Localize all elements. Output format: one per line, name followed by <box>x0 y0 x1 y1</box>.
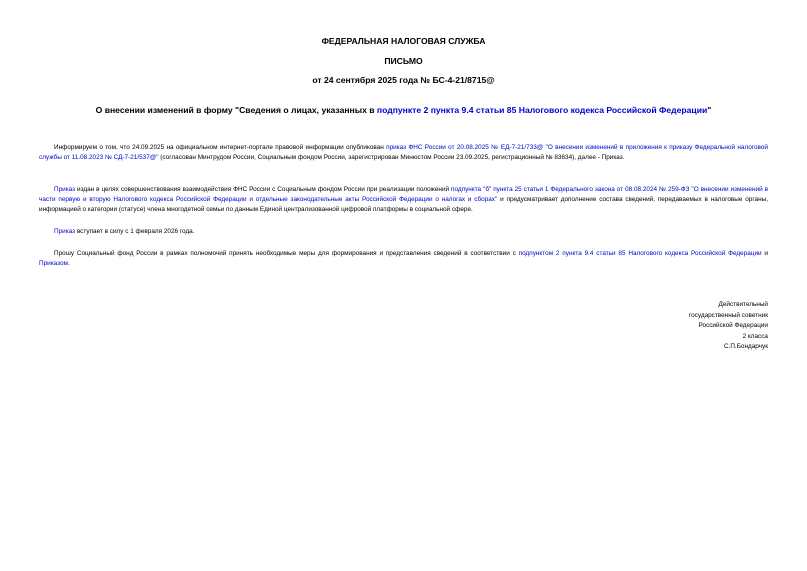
link-federal-law[interactable]: подпункта "б" пункта 25 статьи 1 Федерального закона от 08.08.2024 № 259-ФЗ "О внесении изменений в части первую и вторую Налогового кодекса Российской Федерации и отдельные законодательные акты Российской Федерации о налогах и сборах" <box>39 186 768 204</box>
paragraph-effective-date <box>39 227 768 237</box>
paragraph4-text-1: Прошу Социальный фонд России в рамках полномочий принять необходимые меры для формирования и представления сведений в соответствии с <box>54 250 519 257</box>
paragraph-request <box>39 249 768 269</box>
signature-name: С.П.Бондарчук <box>723 343 768 351</box>
link-order-2[interactable]: Приказ <box>54 228 76 235</box>
document-subject <box>0 105 807 116</box>
paragraph1-text-1: Информируем о том, что 24.09.2025 на официальном интернет-портале правовой информации опубликован <box>54 144 387 151</box>
paragraph1-text-2: (согласован Минтрудом России, Социальным фондом России, зарегистрирован Минюстом России 23.09.2025, регистрационный № 83634), далее - Приказ. <box>158 154 625 162</box>
paragraph3-text-1: вступает в силу с 1 февраля 2026 года. <box>75 228 195 235</box>
link-order-fns[interactable]: приказ ФНС России от 20.08.2025 № ЕД-7-21/733@ "О внесении изменений в приложения к приказу Федеральной налоговой службы от 11.08.2023 № СД-7-21/537@" <box>39 144 768 162</box>
paragraph2-text-1: издан в целях совершенствования взаимодействия ФНС России с Социальным фондом России при реализации положений <box>75 186 452 193</box>
paragraph4-text-3: . <box>67 260 70 268</box>
subject-link-tax-code[interactable]: подпункте 2 пункта 9.4 статьи 85 Налогового кодекса Российской Федерации <box>376 105 708 115</box>
paragraph4-text-2: и <box>761 250 768 257</box>
document-date-number: от 24 сентября 2025 года № БС-4-21/8715@ <box>312 75 495 85</box>
signature-rank-1: Действительный <box>718 301 768 308</box>
signature-rank-4: 2 класса <box>742 332 768 340</box>
link-order-1[interactable]: Приказ <box>54 186 76 193</box>
agency-name: ФЕДЕРАЛЬНАЯ НАЛОГОВАЯ СЛУЖБА <box>321 36 486 46</box>
paragraph-publication <box>39 143 768 163</box>
subject-text-2: " <box>707 105 712 115</box>
paragraph-purpose <box>39 185 768 215</box>
paragraph2-text-2: и предусматривает дополнение состава сведений, передаваемых в налоговые органы, информацией о категории (статусе) члена многодетной семьи по данным Единой централизованной цифровой платформы в социальной сфере. <box>39 196 768 214</box>
signature-block <box>689 300 768 353</box>
signature-rank-3: Российской Федерации <box>698 322 768 330</box>
link-order-3[interactable]: Приказом <box>39 260 68 268</box>
subject-text-1: О внесении изменений в форму "Сведения о лицах, указанных в <box>95 105 377 115</box>
link-tax-code-subparagraph[interactable]: подпунктом 2 пункта 9.4 статьи 85 Налогового кодекса Российской Федерации <box>518 250 762 257</box>
document-type: ПИСЬМО <box>384 56 423 66</box>
signature-rank-2: государственный советник <box>688 311 768 319</box>
